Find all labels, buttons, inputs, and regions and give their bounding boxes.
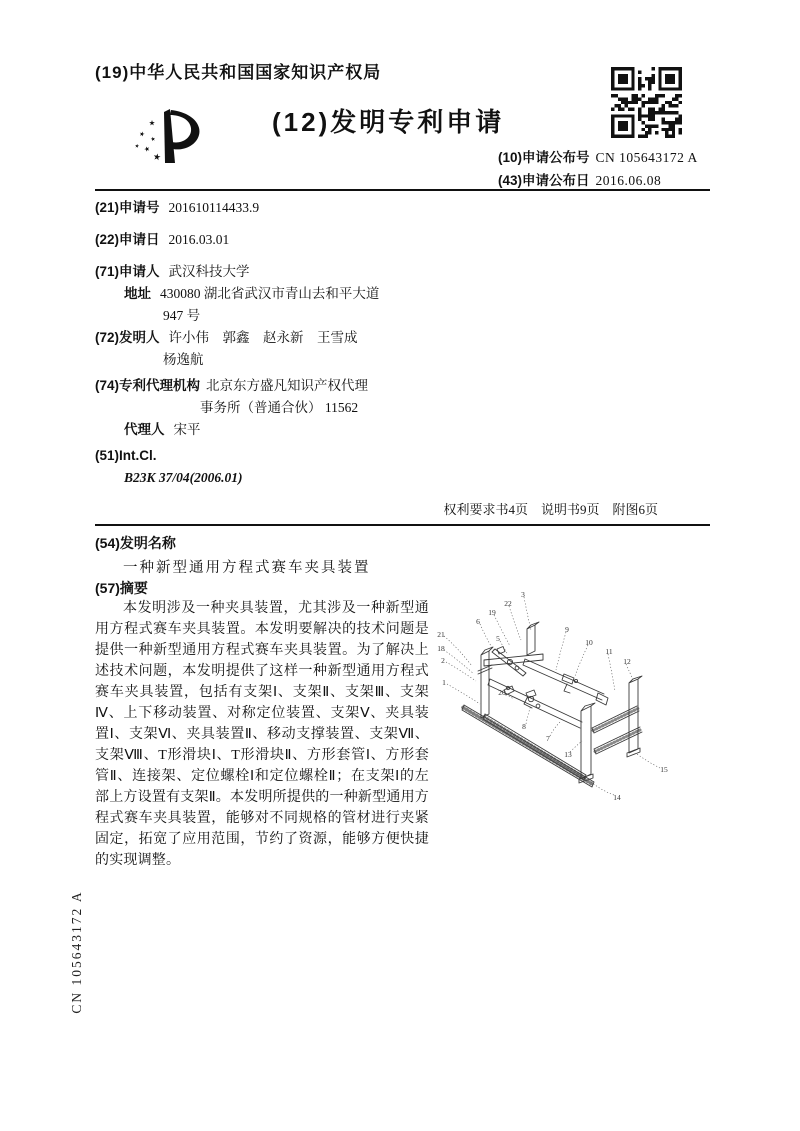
applicant-row bbox=[95, 260, 250, 280]
invention-title-label: (54)发明名称 bbox=[95, 535, 176, 551]
address-row-2 bbox=[163, 304, 200, 324]
publication-date-value: 2016.06.08 bbox=[595, 173, 662, 188]
figure-label-22: 22 bbox=[504, 599, 512, 608]
agency-row-2 bbox=[200, 396, 358, 416]
document-type-title: (12)发明专利申请 bbox=[272, 107, 505, 137]
figure-label-19: 19 bbox=[488, 608, 496, 617]
address-row bbox=[124, 282, 379, 302]
sipo-logo-graphic bbox=[128, 103, 206, 171]
inventors-line1: 许小伟 郭鑫 赵永新 王雪成 bbox=[168, 330, 358, 345]
pages-info: 权利要求书4页 说明书9页 附图6页 bbox=[443, 502, 658, 517]
inventors-label: (72)发明人 bbox=[95, 330, 160, 345]
agent-name: 宋平 bbox=[173, 422, 201, 437]
intcl-row bbox=[95, 448, 157, 464]
intcl-value: B23K 37/04(2006.01) bbox=[124, 470, 243, 485]
abstract-text: 本发明涉及一种夹具装置，尤其涉及一种新型通用方程式赛车夹具装置。本发明要解决的技术问题是提供一种新型通用方程式赛车夹具装置。为了解决上述技术问题，本发明提供了这样一种新型通用方程式赛车夹具装置，包括有支架Ⅰ、支架Ⅱ、支架Ⅲ、支架Ⅳ、上下移动装置、对称定位装置、支架Ⅴ、夹具装置Ⅰ、支架Ⅵ、夹具装置Ⅱ、移动支撑装置、支架Ⅶ、支架Ⅷ、T形滑块Ⅰ、T形滑块Ⅱ、方形套管Ⅰ、方形套管Ⅱ、连接架、定位螺栓Ⅰ和定位螺栓Ⅱ；在支架Ⅰ的左部上方设置有支架Ⅱ。本发明所提供的一种新型通用方程式赛车夹具装置，能够对不同规格的管材进行夹紧固定，拓宽了应用范围，节约了资源，能够方便快捷的实现调整。 bbox=[95, 601, 429, 868]
publication-date-label: (43)申请公布日 bbox=[498, 173, 590, 188]
application-number-row bbox=[95, 196, 259, 216]
invention-title: 一种新型通用方程式赛车夹具装置 bbox=[123, 560, 371, 576]
header-divider bbox=[95, 189, 710, 191]
patent-figure-drawing bbox=[428, 578, 715, 890]
figure-label-9: 9 bbox=[565, 625, 569, 634]
figure-label-21: 21 bbox=[437, 630, 445, 639]
patent-figure bbox=[428, 578, 715, 890]
figure-label-12: 12 bbox=[623, 657, 631, 666]
biblio-divider bbox=[95, 524, 710, 526]
filing-date-row bbox=[95, 228, 229, 248]
figure-label-13: 13 bbox=[564, 750, 572, 759]
agent-row bbox=[124, 418, 201, 438]
qr-code bbox=[611, 67, 682, 138]
figure-label-3: 3 bbox=[521, 590, 525, 599]
inventors-row-2 bbox=[163, 348, 204, 368]
agency-line1: 北京东方盛凡知识产权代理 bbox=[206, 378, 369, 393]
address-line2: 947 号 bbox=[163, 308, 201, 323]
issuing-office: (19)中华人民共和国国家知识产权局 bbox=[95, 63, 382, 82]
filing-date-label: (22)申请日 bbox=[95, 232, 160, 247]
qr-code-graphic bbox=[611, 67, 682, 138]
applicant-label: (71)申请人 bbox=[95, 264, 160, 279]
intcl-value-row bbox=[124, 470, 243, 486]
application-number-value: 201610114433.9 bbox=[168, 200, 260, 215]
figure-label-7: 7 bbox=[546, 734, 550, 743]
figure-label-15: 15 bbox=[660, 765, 668, 774]
inventors-row bbox=[95, 326, 358, 346]
figure-label-14: 14 bbox=[613, 793, 621, 802]
figure-label-6: 6 bbox=[476, 617, 480, 626]
publication-number-line bbox=[498, 146, 698, 166]
publication-number-label: (10)申请公布号 bbox=[498, 150, 590, 165]
figure-label-1: 1 bbox=[442, 678, 446, 687]
figure-label-20: 20 bbox=[498, 688, 506, 697]
side-document-code: CN 105643172 A bbox=[69, 890, 84, 1014]
figure-label-5: 5 bbox=[496, 634, 500, 643]
figure-label-18: 18 bbox=[437, 644, 445, 653]
figure-label-2: 2 bbox=[441, 656, 445, 665]
publication-number-value: CN 105643172 A bbox=[595, 150, 698, 165]
agency-line2: 事务所（普通合伙） 11562 bbox=[200, 400, 359, 415]
figure-label-8: 8 bbox=[522, 722, 526, 731]
filing-date-value: 2016.03.01 bbox=[168, 232, 230, 247]
applicant-value: 武汉科技大学 bbox=[168, 264, 250, 279]
address-line1: 430080 湖北省武汉市青山去和平大道 bbox=[160, 286, 380, 301]
application-number-label: (21)申请号 bbox=[95, 200, 160, 215]
agency-row bbox=[95, 374, 368, 394]
agent-label: 代理人 bbox=[124, 422, 165, 437]
address-label: 地址 bbox=[124, 286, 151, 301]
intcl-label: (51)Int.Cl. bbox=[95, 448, 157, 463]
figure-label-11: 11 bbox=[605, 647, 613, 656]
inventors-line2: 杨逸航 bbox=[163, 352, 204, 367]
publication-date-line bbox=[498, 169, 661, 189]
agency-label: (74)专利代理机构 bbox=[95, 378, 201, 393]
sipo-logo bbox=[128, 103, 206, 171]
figure-label-10: 10 bbox=[585, 638, 593, 647]
abstract-label: (57)摘要 bbox=[95, 580, 148, 596]
